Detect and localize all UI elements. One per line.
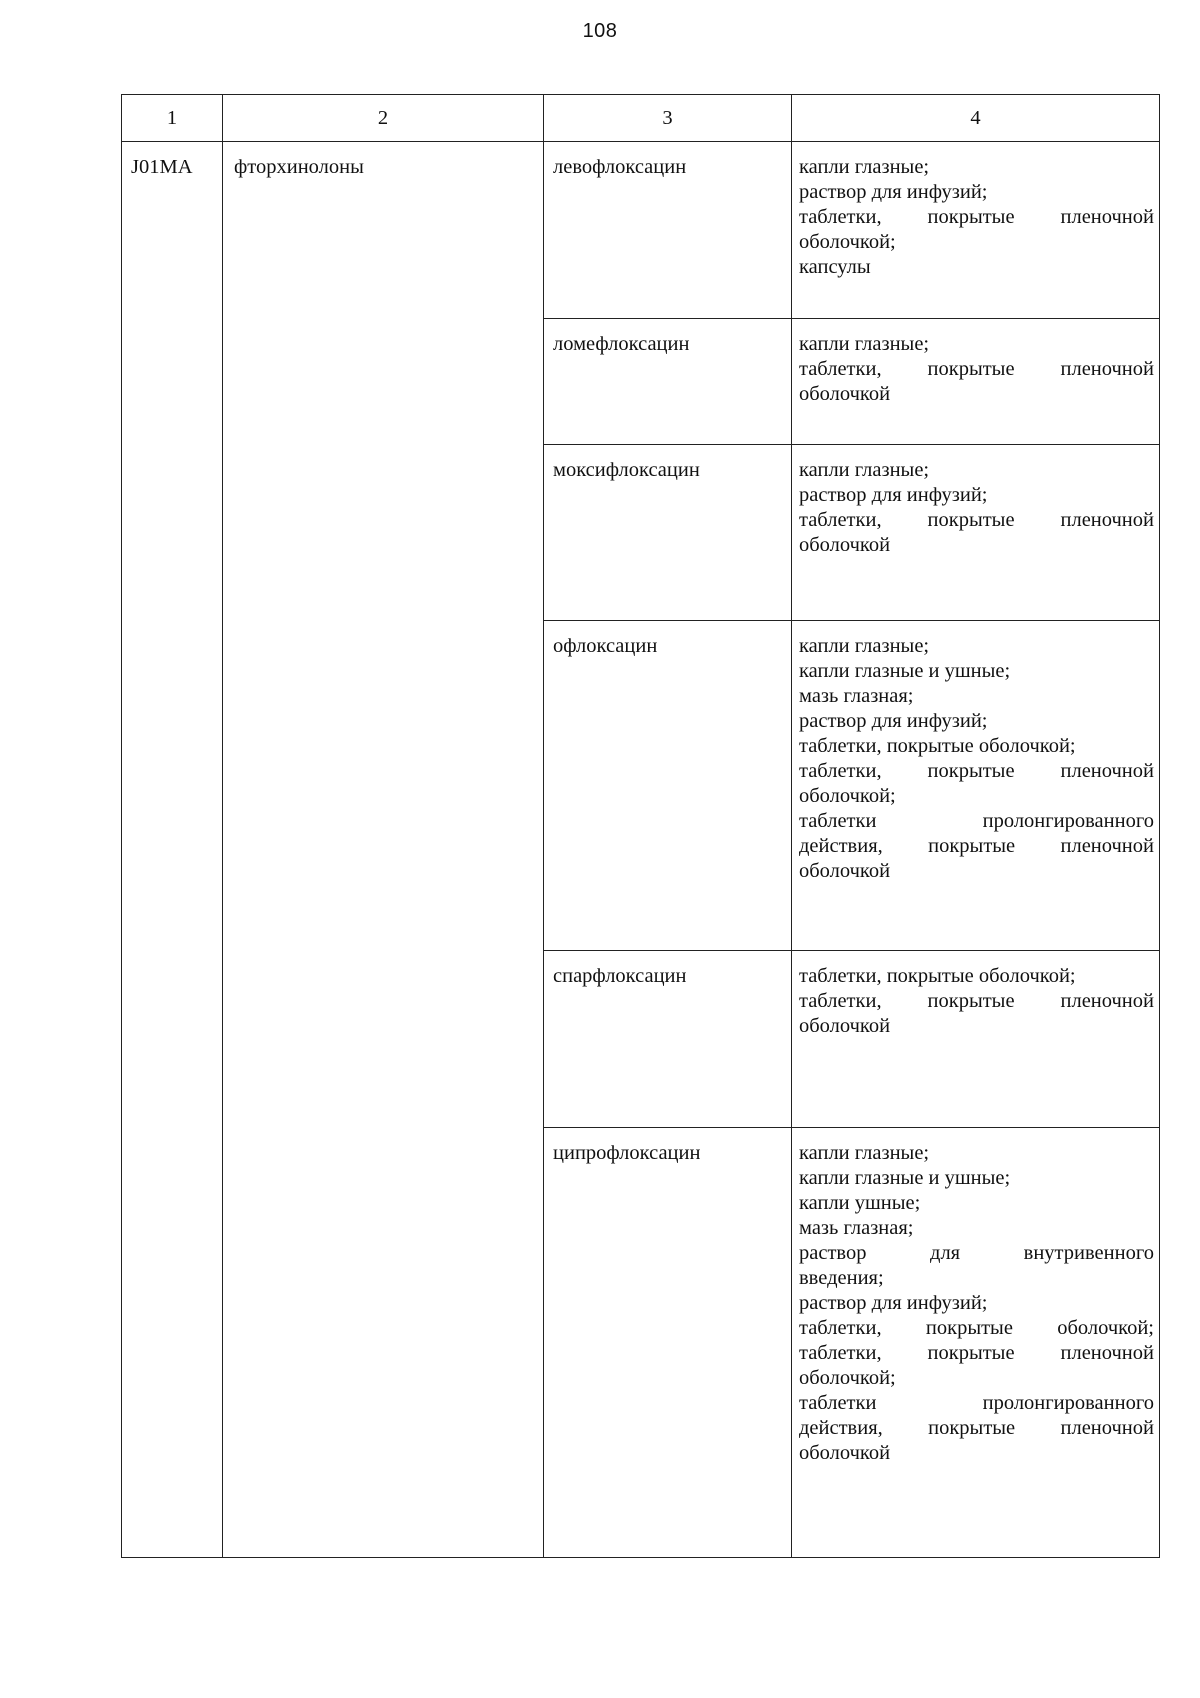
dosage-forms-cell: [792, 951, 1160, 1128]
drug-name-cell: [544, 142, 792, 319]
header-row: [122, 95, 1160, 142]
dosage-form: оболочкой: [799, 1442, 891, 1464]
group-name: фторхинолоны: [234, 156, 364, 178]
dosage-form: капли глазные;: [799, 1142, 930, 1164]
drug-name: ципрофлоксацин: [553, 1142, 701, 1164]
dosage-form: таблетки, покрытые оболочкой;: [799, 965, 1076, 987]
dosage-forms-cell: [792, 445, 1160, 621]
dosage-form: раствор для инфузий;: [799, 1292, 988, 1314]
drug-name-cell: [544, 951, 792, 1128]
dosage-form: таблетки, покрытые пленочной: [799, 990, 1154, 1012]
dosage-form: мазь глазная;: [799, 1217, 914, 1239]
header-cell-1: 1: [122, 95, 223, 142]
dosage-form: капли глазные и ушные;: [799, 660, 1011, 682]
dosage-form: капли глазные;: [799, 156, 930, 178]
dosage-form: таблетки, покрытые оболочкой;: [799, 735, 1076, 757]
dosage-forms-cell: [792, 1128, 1160, 1558]
dosage-form: раствор для инфузий;: [799, 181, 988, 203]
drug-name: ломефлоксацин: [553, 333, 690, 355]
dosage-form: капли ушные;: [799, 1192, 921, 1214]
dosage-form: действия, покрытые пленочной: [799, 1417, 1154, 1439]
table-row: [122, 142, 1160, 319]
dosage-form: оболочкой: [799, 860, 891, 882]
dosage-form: таблетки, покрытые пленочной: [799, 1342, 1154, 1364]
drug-name-cell: [544, 445, 792, 621]
dosage-form: капли глазные и ушные;: [799, 1167, 1011, 1189]
dosage-form: таблетки, покрытые оболочкой;: [799, 1317, 1154, 1339]
dosage-form: оболочкой: [799, 534, 891, 556]
drug-name-cell: [544, 1128, 792, 1558]
dosage-form: таблетки, покрытые пленочной: [799, 206, 1154, 228]
dosage-form: мазь глазная;: [799, 685, 914, 707]
dosage-form: таблетки, покрытые пленочной: [799, 760, 1154, 782]
header-cell-2: 2: [223, 95, 544, 142]
drug-name: левофлоксацин: [553, 156, 687, 178]
drug-table: [121, 94, 1160, 1558]
dosage-form: оболочкой: [799, 1015, 891, 1037]
atc-code-cell: [122, 142, 223, 1558]
dosage-form: капли глазные;: [799, 635, 930, 657]
dosage-form: оболочкой: [799, 383, 891, 405]
drug-name-cell: [544, 621, 792, 951]
group-cell: [223, 142, 544, 1558]
dosage-form: капли глазные;: [799, 459, 930, 481]
header-cell-3: 3: [544, 95, 792, 142]
drug-name: спарфлоксацин: [553, 965, 687, 987]
dosage-forms-cell: [792, 142, 1160, 319]
dosage-form: введения;: [799, 1267, 884, 1289]
dosage-form: капсулы: [799, 256, 871, 278]
dosage-form: оболочкой;: [799, 785, 896, 807]
dosage-form: действия, покрытые пленочной: [799, 835, 1154, 857]
dosage-form: раствор для инфузий;: [799, 484, 988, 506]
drug-name: офлоксацин: [553, 635, 658, 657]
drug-name: моксифлоксацин: [553, 459, 700, 481]
dosage-form: таблетки пролонгированного: [799, 810, 1154, 832]
dosage-forms-cell: [792, 621, 1160, 951]
atc-code: J01MA: [131, 156, 193, 178]
drug-name-cell: [544, 319, 792, 445]
header-cell-4: 4: [792, 95, 1160, 142]
dosage-form: оболочкой;: [799, 231, 896, 253]
page-number: 108: [582, 20, 618, 42]
dosage-form: оболочкой;: [799, 1367, 896, 1389]
dosage-form: таблетки, покрытые пленочной: [799, 509, 1154, 531]
dosage-form: таблетки пролонгированного: [799, 1392, 1154, 1414]
dosage-form: раствор для внутривенного: [799, 1242, 1154, 1264]
dosage-form: раствор для инфузий;: [799, 710, 988, 732]
dosage-form: капли глазные;: [799, 333, 930, 355]
dosage-form: таблетки, покрытые пленочной: [799, 358, 1154, 380]
dosage-forms-cell: [792, 319, 1160, 445]
